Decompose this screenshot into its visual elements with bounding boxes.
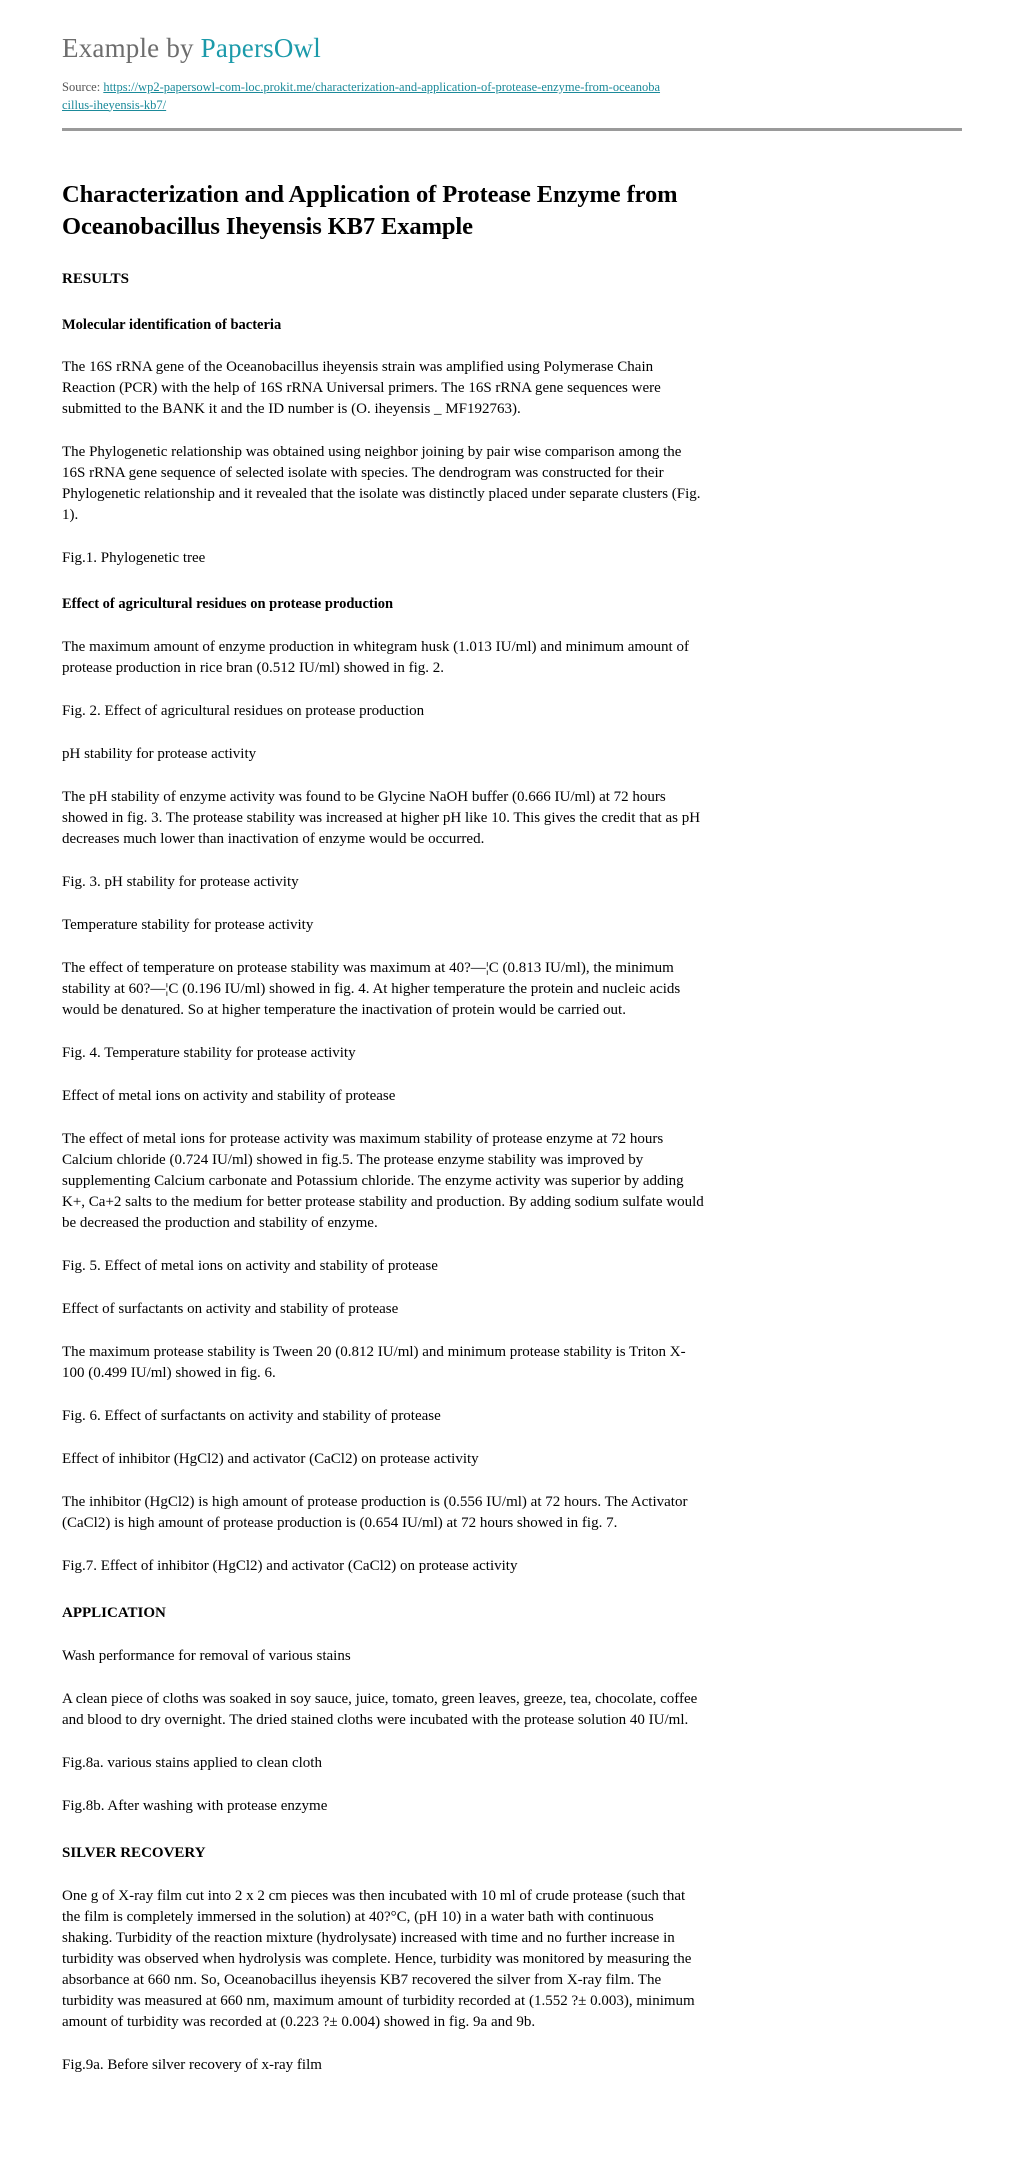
caption-fig8b: Fig.8b. After washing with protease enzyme bbox=[62, 1797, 328, 1814]
heading-silver-recovery: SILVER RECOVERY bbox=[62, 1844, 206, 1861]
heading-results: RESULTS bbox=[62, 270, 129, 287]
brand-title bbox=[62, 32, 964, 66]
caption-fig5: Fig. 5. Effect of metal ions on activity and stability of protease bbox=[62, 1257, 438, 1274]
heading-metal-ions: Effect of metal ions on activity and stability of protease bbox=[62, 1087, 396, 1104]
brand-prefix: Example by bbox=[62, 33, 201, 63]
paragraph-ph-stability: The pH stability of enzyme activity was found to be Glycine NaOH buffer (0.666 IU/ml) at 72 hours showed in fig. 3. The protease stability was increased at higher pH like 10. This gives the credit that as pH decreases much lower than inactivation of enzyme would be occurred. bbox=[62, 788, 701, 847]
header-divider bbox=[62, 128, 962, 131]
document-content bbox=[0, 179, 1024, 2075]
heading-inhibitor-activator: Effect of inhibitor (HgCl2) and activator (CaCl2) on protease activity bbox=[62, 1450, 479, 1467]
caption-fig2: Fig. 2. Effect of agricultural residues on protease production bbox=[62, 702, 425, 719]
caption-fig4: Fig. 4. Temperature stability for protease activity bbox=[62, 1044, 356, 1061]
source-url-link[interactable]: https://wp2-papersowl-com-loc.prokit.me/characterization-and-application-of-protease-enzyme-from-oceanobacillus-iheyensis-kb7/ bbox=[62, 79, 661, 112]
paragraph-wash-performance: A clean piece of cloths was soaked in soy sauce, juice, tomato, green leaves, greeze, tea, chocolate, coffee and blood to dry overnight. The dried stained cloths were incubated with the protease solution 40 IU/ml. bbox=[62, 1690, 698, 1728]
source-label: Source: bbox=[62, 79, 104, 94]
heading-wash-performance: Wash performance for removal of various stains bbox=[62, 1647, 351, 1664]
paragraph-inhibitor-activator: The inhibitor (HgCl2) is high amount of protease production is (0.556 IU/ml) at 72 hours. The Activator (CaCl2) is high amount of protease production is (0.654 IU/ml) at 72 hours showed in fig. 7. bbox=[62, 1493, 688, 1531]
heading-surfactants: Effect of surfactants on activity and stability of protease bbox=[62, 1300, 399, 1317]
paragraph-agricultural-residues: The maximum amount of enzyme production in whitegram husk (1.013 IU/ml) and minimum amount of protease production in rice bran (0.512 IU/ml) showed in fig. 2. bbox=[62, 638, 689, 676]
brand-name: PapersOwl bbox=[200, 33, 321, 63]
heading-ph-stability: pH stability for protease activity bbox=[62, 745, 257, 762]
caption-fig3: Fig. 3. pH stability for protease activity bbox=[62, 873, 299, 890]
paragraph-phylogenetic: The Phylogenetic relationship was obtained using neighbor joining by pair wise comparison among the 16S rRNA gene sequence of selected isolate with species. The dendrogram was constructed for their Phylogenetic relationship and it revealed that the isolate was distinctly placed under separate clusters (Fig. 1). bbox=[62, 444, 701, 524]
caption-fig7: Fig.7. Effect of inhibitor (HgCl2) and activator (CaCl2) on protease activity bbox=[62, 1557, 518, 1574]
page-header bbox=[0, 0, 1024, 114]
paragraph-16s-rrna: The 16S rRNA gene of the Oceanobacillus iheyensis strain was amplified using Polymerase Chain Reaction (PCR) with the help of 16S rRNA Universal primers. The 16S rRNA gene sequences were submitted to the BANK it and the ID number is (O. iheyensis _ MF192763). bbox=[62, 359, 661, 418]
caption-fig9a: Fig.9a. Before silver recovery of x-ray film bbox=[62, 2056, 322, 2073]
paragraph-surfactants: The maximum protease stability is Tween 20 (0.812 IU/ml) and minimum protease stability is Triton X-100 (0.499 IU/ml) showed in fig. 6. bbox=[62, 1343, 686, 1381]
paragraph-silver-recovery: One g of X-ray film cut into 2 x 2 cm pieces was then incubated with 10 ml of crude protease (such that the film is completely immersed in the solution) at 40?°C, (pH 10) in a water bath with continuous shaking. Turbidity of the reaction mixture (hydrolysate) increased with time and no further increase in turbidity was observed when hydrolysis was complete. Hence, turbidity was monitored by measuring the absorbance at 660 nm. So, Oceanobacillus iheyensis KB7 recovered the silver from X-ray film. The turbidity was measured at 660 nm, maximum amount of turbidity recorded at (1.552 ?± 0.003), minimum amount of turbidity was recorded at (0.223 ?± 0.004) showed in fig. 9a and 9b. bbox=[62, 1887, 695, 2030]
caption-fig1: Fig.1. Phylogenetic tree bbox=[62, 550, 206, 567]
heading-molecular-identification: Molecular identification of bacteria bbox=[62, 316, 282, 333]
caption-fig6: Fig. 6. Effect of surfactants on activity and stability of protease bbox=[62, 1407, 441, 1424]
page-title: Characterization and Application of Protease Enzyme from Oceanobacillus Iheyensis KB7 Example bbox=[62, 181, 678, 241]
paragraph-metal-ions: The effect of metal ions for protease activity was maximum stability of protease enzyme at 72 hours Calcium chloride (0.724 IU/ml) showed in fig.5. The protease enzyme stability was improved by supplementing Calcium carbonate and Potassium chloride. The enzyme activity was superior by adding K+, Ca+2 salts to the medium for better protease stability and production. By adding sodium sulfate would be decreased the production and stability of enzyme. bbox=[62, 1130, 704, 1231]
paragraph-temperature-stability: The effect of temperature on protease stability was maximum at 40?—¦C (0.813 IU/ml), the minimum stability at 60?—¦C (0.196 IU/ml) showed in fig. 4. At higher temperature the protein and nucleic acids would be denatured. So at higher temperature the inactivation of protein would be carried out. bbox=[62, 959, 681, 1018]
source-line bbox=[62, 79, 662, 115]
heading-application: APPLICATION bbox=[62, 1604, 166, 1621]
heading-temperature-stability: Temperature stability for protease activity bbox=[62, 916, 314, 933]
heading-agricultural-residues: Effect of agricultural residues on protease production bbox=[62, 596, 394, 613]
caption-fig8a: Fig.8a. various stains applied to clean cloth bbox=[62, 1754, 322, 1771]
